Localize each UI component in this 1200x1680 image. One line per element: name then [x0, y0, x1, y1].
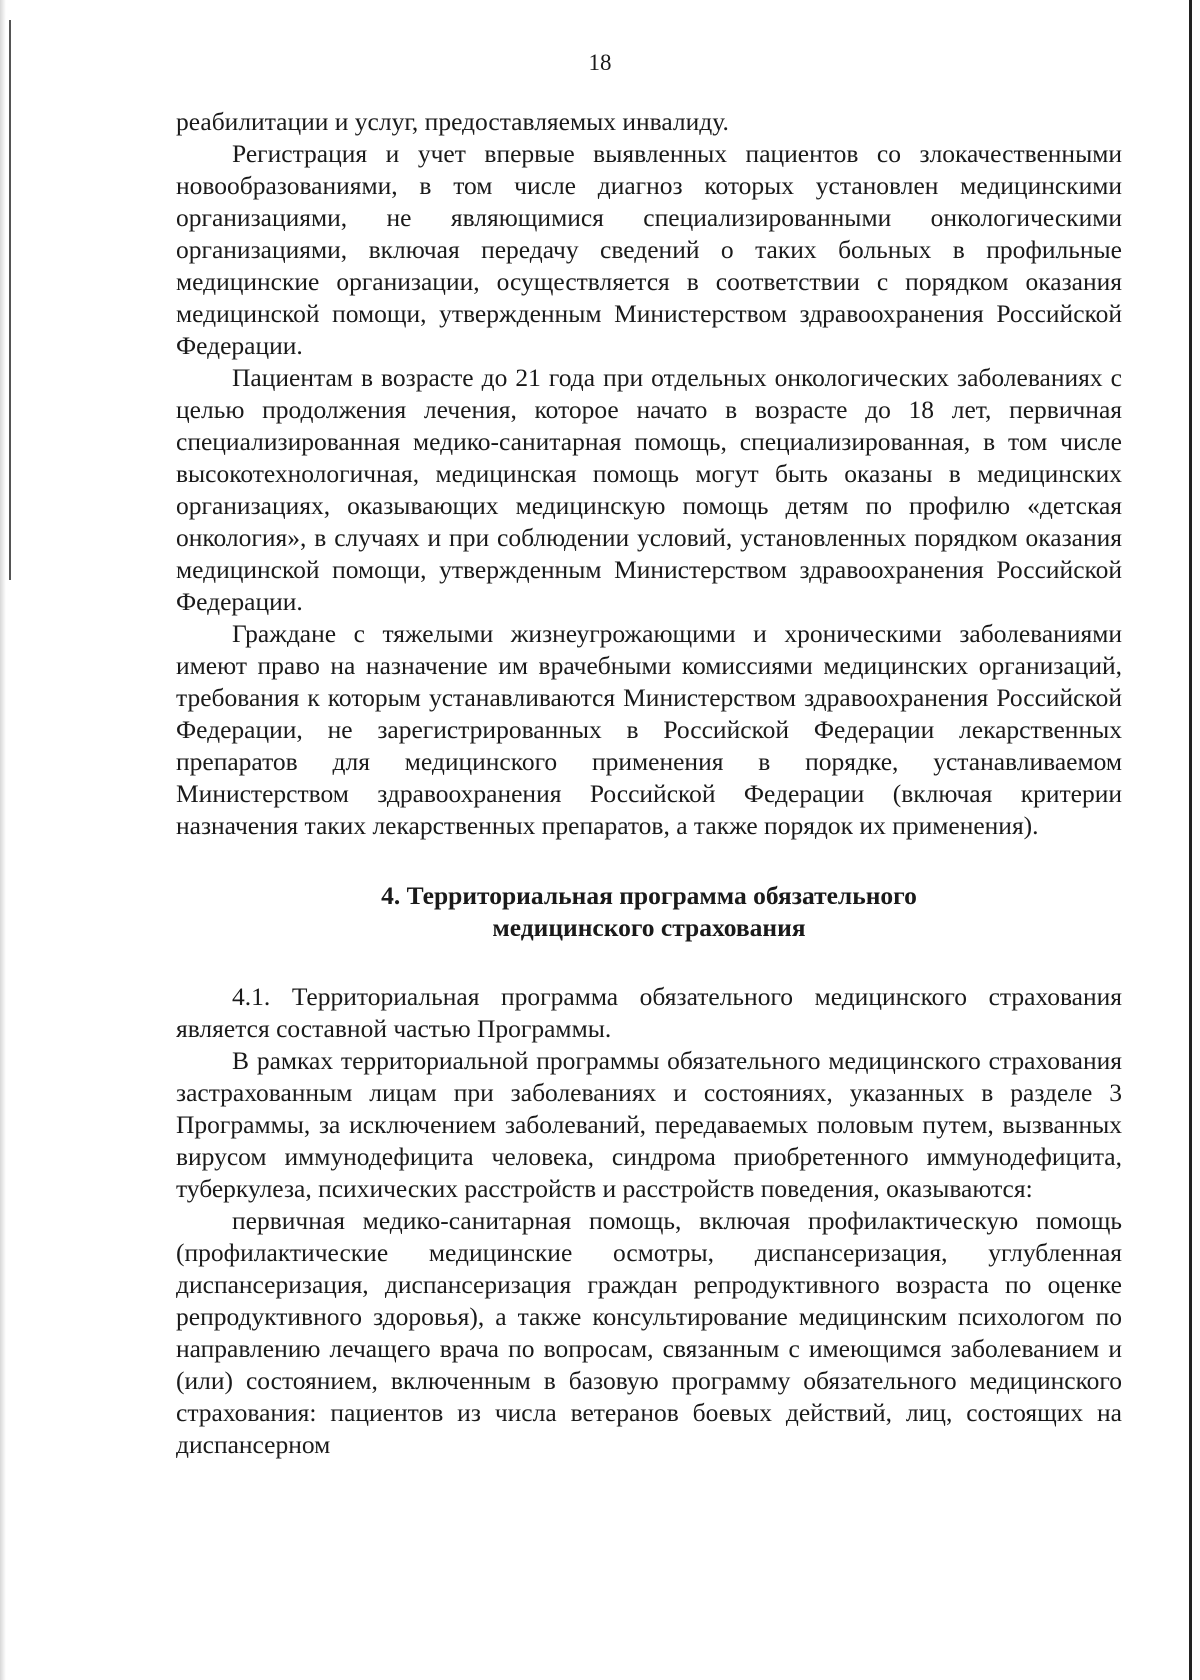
section-heading-line-1: 4. Территориальная программа обязательного	[381, 881, 917, 910]
paragraph-4-1: 4.1. Территориальная программа обязательного медицинского страхования является составной частью Программы.	[176, 982, 1122, 1043]
scan-edge-left	[0, 0, 6, 1680]
scan-artifact-line-right	[1189, 0, 1192, 1680]
paragraph-patients-under-21: Пациентам в возрасте до 21 года при отдельных онкологических заболеваниях с целью продолжения лечения, которое начато в возрасте до 18 лет, первичная специализированная медико-санитарная помощь, специализированная, в том числе высокотехнологичная, медицинская помощь могут быть оказаны в медицинских организациях, оказывающих медицинскую помощь детям по профилю «детская онкология», в случаях и при соблюдении условий, установленных порядком оказания медицинской помощи, утвержденным Министерством здравоохранения Российской Федерации.	[176, 363, 1122, 616]
paragraph-registration: Регистрация и учет впервые выявленных пациентов со злокачественными новообразованиями, в том числе диагноз которых установлен медицинскими организациями, не являющимися специализированными онкологическими организациями, включая передачу сведений о таких больных в профильные медицинские организации, осуществляется в соответствии с порядком оказания медицинской помощи, утвержденным Министерством здравоохранения Российской Федерации.	[176, 139, 1122, 360]
scan-artifact-line-left	[9, 20, 11, 580]
document-body	[176, 106, 1122, 1461]
paragraph-continuation: реабилитации и услуг, предоставляемых инвалиду.	[176, 107, 729, 136]
paragraph-citizens-chronic-diseases: Граждане с тяжелыми жизнеугрожающими и хроническими заболеваниями имеют право на назначение им врачебными комиссиями медицинских организаций, требования к которым устанавливаются Министерством здравоохранения Российской Федерации, не зарегистрированных в Российской Федерации лекарственных препаратов для медицинского применения в порядке, устанавливаемом Министерством здравоохранения Российской Федерации (включая критерии назначения таких лекарственных препаратов, а также порядок их применения).	[176, 619, 1122, 840]
paragraph-insured-persons: В рамках территориальной программы обязательного медицинского страхования застрахованным лицам при заболеваниях и состояниях, указанных в разделе 3 Программы, за исключением заболеваний, передаваемых половым путем, вызванных вирусом иммунодефицита человека, синдрома приобретенного иммунодефицита, туберкулеза, психических расстройств и расстройств поведения, оказываются:	[176, 1046, 1122, 1203]
section-heading-line-2: медицинского страхования	[492, 913, 806, 942]
section-heading	[176, 880, 1122, 944]
paragraph-primary-care: первичная медико-санитарная помощь, включая профилактическую помощь (профилактические медицинские осмотры, диспансеризация, углубленная диспансеризация, диспансеризация граждан репродуктивного возраста по оценке репродуктивного здоровья), а также консультирование медицинским психологом по направлению лечащего врача по вопросам, связанным с имеющимся заболеванием и (или) состоянием, включенным в базовую программу обязательного медицинского страхования: пациентов из числа ветеранов боевых действий, лиц, состоящих на диспансерном	[176, 1206, 1122, 1459]
page-number: 18	[588, 50, 612, 75]
